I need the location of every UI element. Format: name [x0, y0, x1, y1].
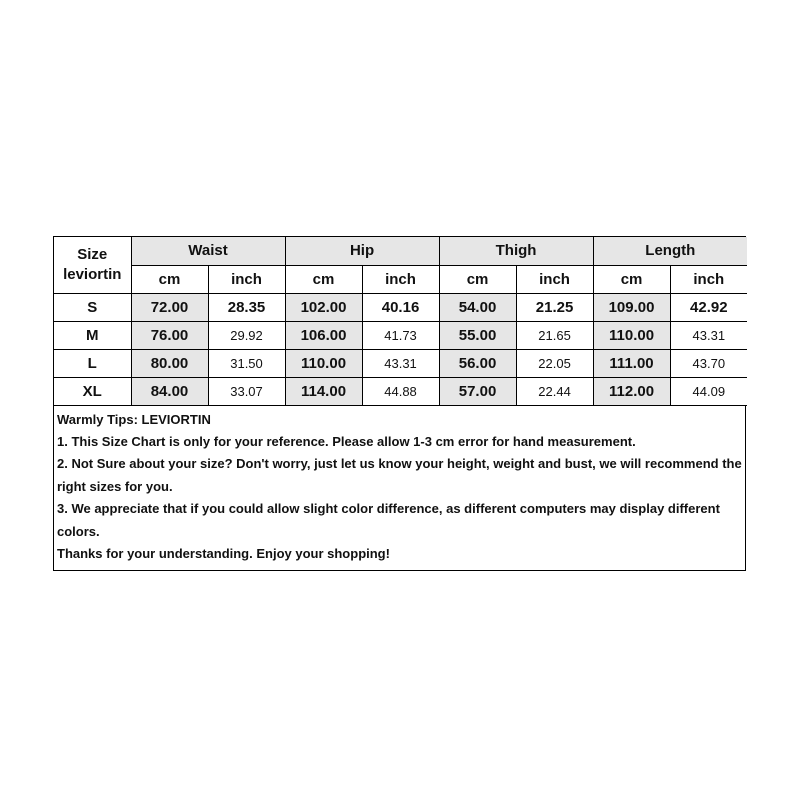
size-label: L — [54, 349, 131, 377]
table-cell: 110.00 — [285, 349, 362, 377]
table-cell: 22.44 — [516, 377, 593, 405]
table-row — [54, 293, 747, 321]
table-cell: 111.00 — [593, 349, 670, 377]
table-cell: 43.70 — [670, 349, 747, 377]
table-cell: 44.88 — [362, 377, 439, 405]
unit-header: cm — [131, 265, 208, 293]
table-cell: 109.00 — [593, 293, 670, 321]
table-cell: 102.00 — [285, 293, 362, 321]
size-label: S — [54, 293, 131, 321]
tips-box — [54, 406, 745, 571]
unit-header: cm — [593, 265, 670, 293]
unit-header-row — [54, 265, 747, 293]
unit-header: cm — [439, 265, 516, 293]
table-cell: 44.09 — [670, 377, 747, 405]
table-cell: 112.00 — [593, 377, 670, 405]
table-cell: 29.92 — [208, 321, 285, 349]
table-cell: 84.00 — [131, 377, 208, 405]
unit-header: inch — [670, 265, 747, 293]
group-header-waist: Waist — [131, 237, 285, 265]
table-cell: 80.00 — [131, 349, 208, 377]
table-cell: 40.16 — [362, 293, 439, 321]
table-cell: 43.31 — [670, 321, 747, 349]
table-row — [54, 349, 747, 377]
size-header-line-2: leviortin — [63, 265, 122, 283]
table-cell: 54.00 — [439, 293, 516, 321]
table-cell: 106.00 — [285, 321, 362, 349]
table-row — [54, 321, 747, 349]
tips-line: 3. We appreciate that if you could allow slight color difference, as different computers may display different colors. — [57, 501, 720, 539]
table-cell: 21.65 — [516, 321, 593, 349]
group-header-row — [54, 237, 747, 265]
table-cell: 76.00 — [131, 321, 208, 349]
unit-header: cm — [285, 265, 362, 293]
table-cell: 31.50 — [208, 349, 285, 377]
unit-header: inch — [516, 265, 593, 293]
size-chart — [53, 236, 746, 571]
tips-line: Thanks for your understanding. Enjoy your shopping! — [57, 545, 390, 561]
size-header-cell — [54, 237, 131, 293]
unit-header: inch — [362, 265, 439, 293]
size-header-line-1: Size — [77, 245, 108, 263]
table-cell: 42.92 — [670, 293, 747, 321]
table-row — [54, 377, 747, 405]
table-cell: 55.00 — [439, 321, 516, 349]
group-header-hip: Hip — [285, 237, 439, 265]
group-header-length: Length — [593, 237, 747, 265]
table-cell: 43.31 — [362, 349, 439, 377]
size-table — [54, 237, 747, 406]
table-cell: 33.07 — [208, 377, 285, 405]
table-cell: 110.00 — [593, 321, 670, 349]
unit-header: inch — [208, 265, 285, 293]
tips-line: 1. This Size Chart is only for your reference. Please allow 1-3 cm error for hand measurement. — [57, 433, 636, 449]
table-cell: 22.05 — [516, 349, 593, 377]
tips-line: 2. Not Sure about your size? Don't worry, just let us know your height, weight and bust, we will recommend the right sizes for you. — [57, 456, 742, 494]
table-cell: 21.25 — [516, 293, 593, 321]
tips-title: Warmly Tips: LEVIORTIN — [57, 411, 211, 427]
table-cell: 56.00 — [439, 349, 516, 377]
size-label: M — [54, 321, 131, 349]
table-cell: 57.00 — [439, 377, 516, 405]
table-cell: 114.00 — [285, 377, 362, 405]
table-cell: 72.00 — [131, 293, 208, 321]
table-cell: 28.35 — [208, 293, 285, 321]
table-cell: 41.73 — [362, 321, 439, 349]
size-label: XL — [54, 377, 131, 405]
group-header-thigh: Thigh — [439, 237, 593, 265]
